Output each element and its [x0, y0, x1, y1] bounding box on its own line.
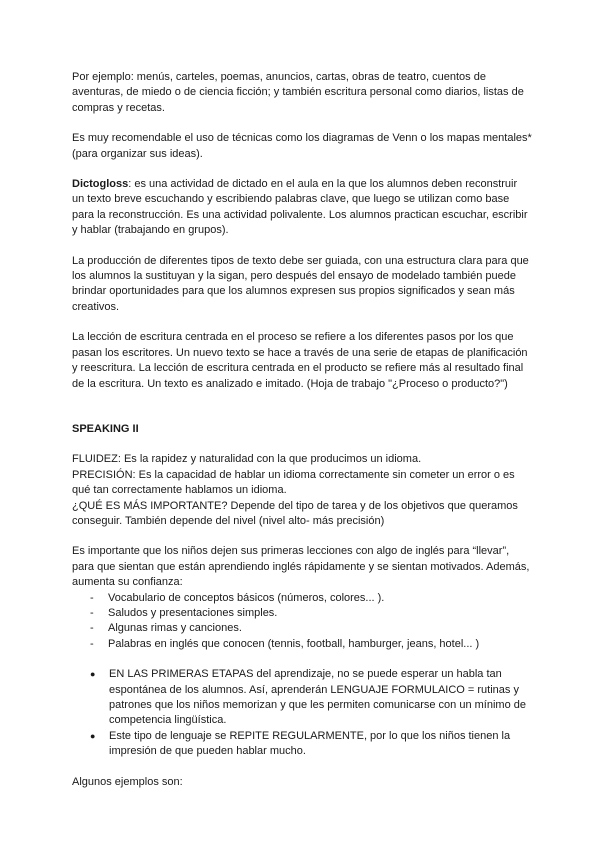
examples-intro: Algunos ejemplos son: [72, 775, 183, 788]
list-item: - Palabras en inglés que conocen (tennis, football, hamburger, jeans, hotel... ) [90, 637, 532, 652]
dictogloss-definition: : es una actividad de dictado en el aula en la que los alumnos deben reconstruir un texto breve escuchando y escribiendo palabras clave, que luego se utilizan como base para la reconstrucción. Es una actividad polivalente. Los alumnos practican escuchar, escribir y hablar (trabajando en grupos). [72, 178, 528, 237]
bullet-marker: ● [90, 730, 96, 741]
list-item: ● Este tipo de lenguaje se REPITE REGULARMENTE, por lo que los niños tienen la impresión de que pueden hablar mucho. [90, 729, 511, 758]
list-item: - Algunas rimas y canciones. [90, 621, 532, 636]
confidence-paragraph: Es importante que los niños dejen sus primeras lecciones con algo de inglés para “llevar”, para que sientan que están aprendiendo inglés rápidamente y se sientan motivados. Además, aumenta su confianza: [72, 545, 530, 589]
dash-list [72, 591, 532, 653]
precision-definition: PRECISIÓN: Es la capacidad de hablar un idioma correctamente sin cometer un error o es qué tan correctamente hablamos un idioma. [72, 468, 515, 497]
section-heading: SPEAKING II [72, 422, 139, 435]
dictogloss-paragraph [72, 177, 532, 239]
list-item: - Vocabulario de conceptos básicos (números, colores... ). [90, 591, 532, 606]
guided-production-paragraph: La producción de diferentes tipos de texto debe ser guiada, con una estructura clara para que los alumnos la sustituyan y la sigan, pero después del ensayo de modelado también puede brindar oportunidades para que los alumnos expresen sus propios significados y sean más creativos. [72, 254, 529, 313]
list-item: - Saludos y presentaciones simples. [90, 606, 532, 621]
bullet-marker: ● [90, 669, 96, 680]
dash-marker: - [90, 591, 94, 604]
dash-marker: - [90, 606, 94, 619]
examples-paragraph: Por ejemplo: menús, carteles, poemas, anuncios, cartas, obras de teatro, cuentos de aventuras, de miedo o de ciencia ficción; y también escritura personal como diarios, listas de compras y recetas. [72, 71, 524, 114]
process-product-paragraph: La lección de escritura centrada en el proceso se refiere a los diferentes pasos por los que pasan los escritores. Un nuevo texto se hace a través de una serie de etapas de planificación y reescritura. La lección de escritura centrada en el producto se refiere más al resultado final de la escritura. Un texto es analizado e imitado. (Hoja de trabajo "¿Proceso o producto?") [72, 331, 528, 390]
bullet-list [72, 667, 532, 759]
venn-diagram-paragraph: Es muy recomendable el uso de técnicas como los diagramas de Venn o los mapas mentales* (para organizar sus ideas). [72, 132, 532, 160]
dictogloss-term: Dictogloss [72, 178, 129, 191]
dash-marker: - [90, 622, 94, 635]
importance-question: ¿QUÉ ES MÁS IMPORTANTE? Depende del tipo de tarea y de los objetivos que queramos conseguir. También depende del nivel (nivel alto- más precisión) [72, 499, 518, 527]
document-body [72, 70, 532, 790]
dash-marker: - [90, 637, 94, 650]
list-item: ● EN LAS PRIMERAS ETAPAS del aprendizaje, no se puede esperar un habla tan espontánea de los alumnos. Así, aprenderán LENGUAJE FORMULAICO = rutinas y patrones que los niños memorizan y que les permiten comunicarse con un mínimo de competencia lingüística. [90, 668, 526, 727]
fluidez-definition: FLUIDEZ: Es la rapidez y naturalidad con la que producimos un idioma. [72, 453, 422, 466]
